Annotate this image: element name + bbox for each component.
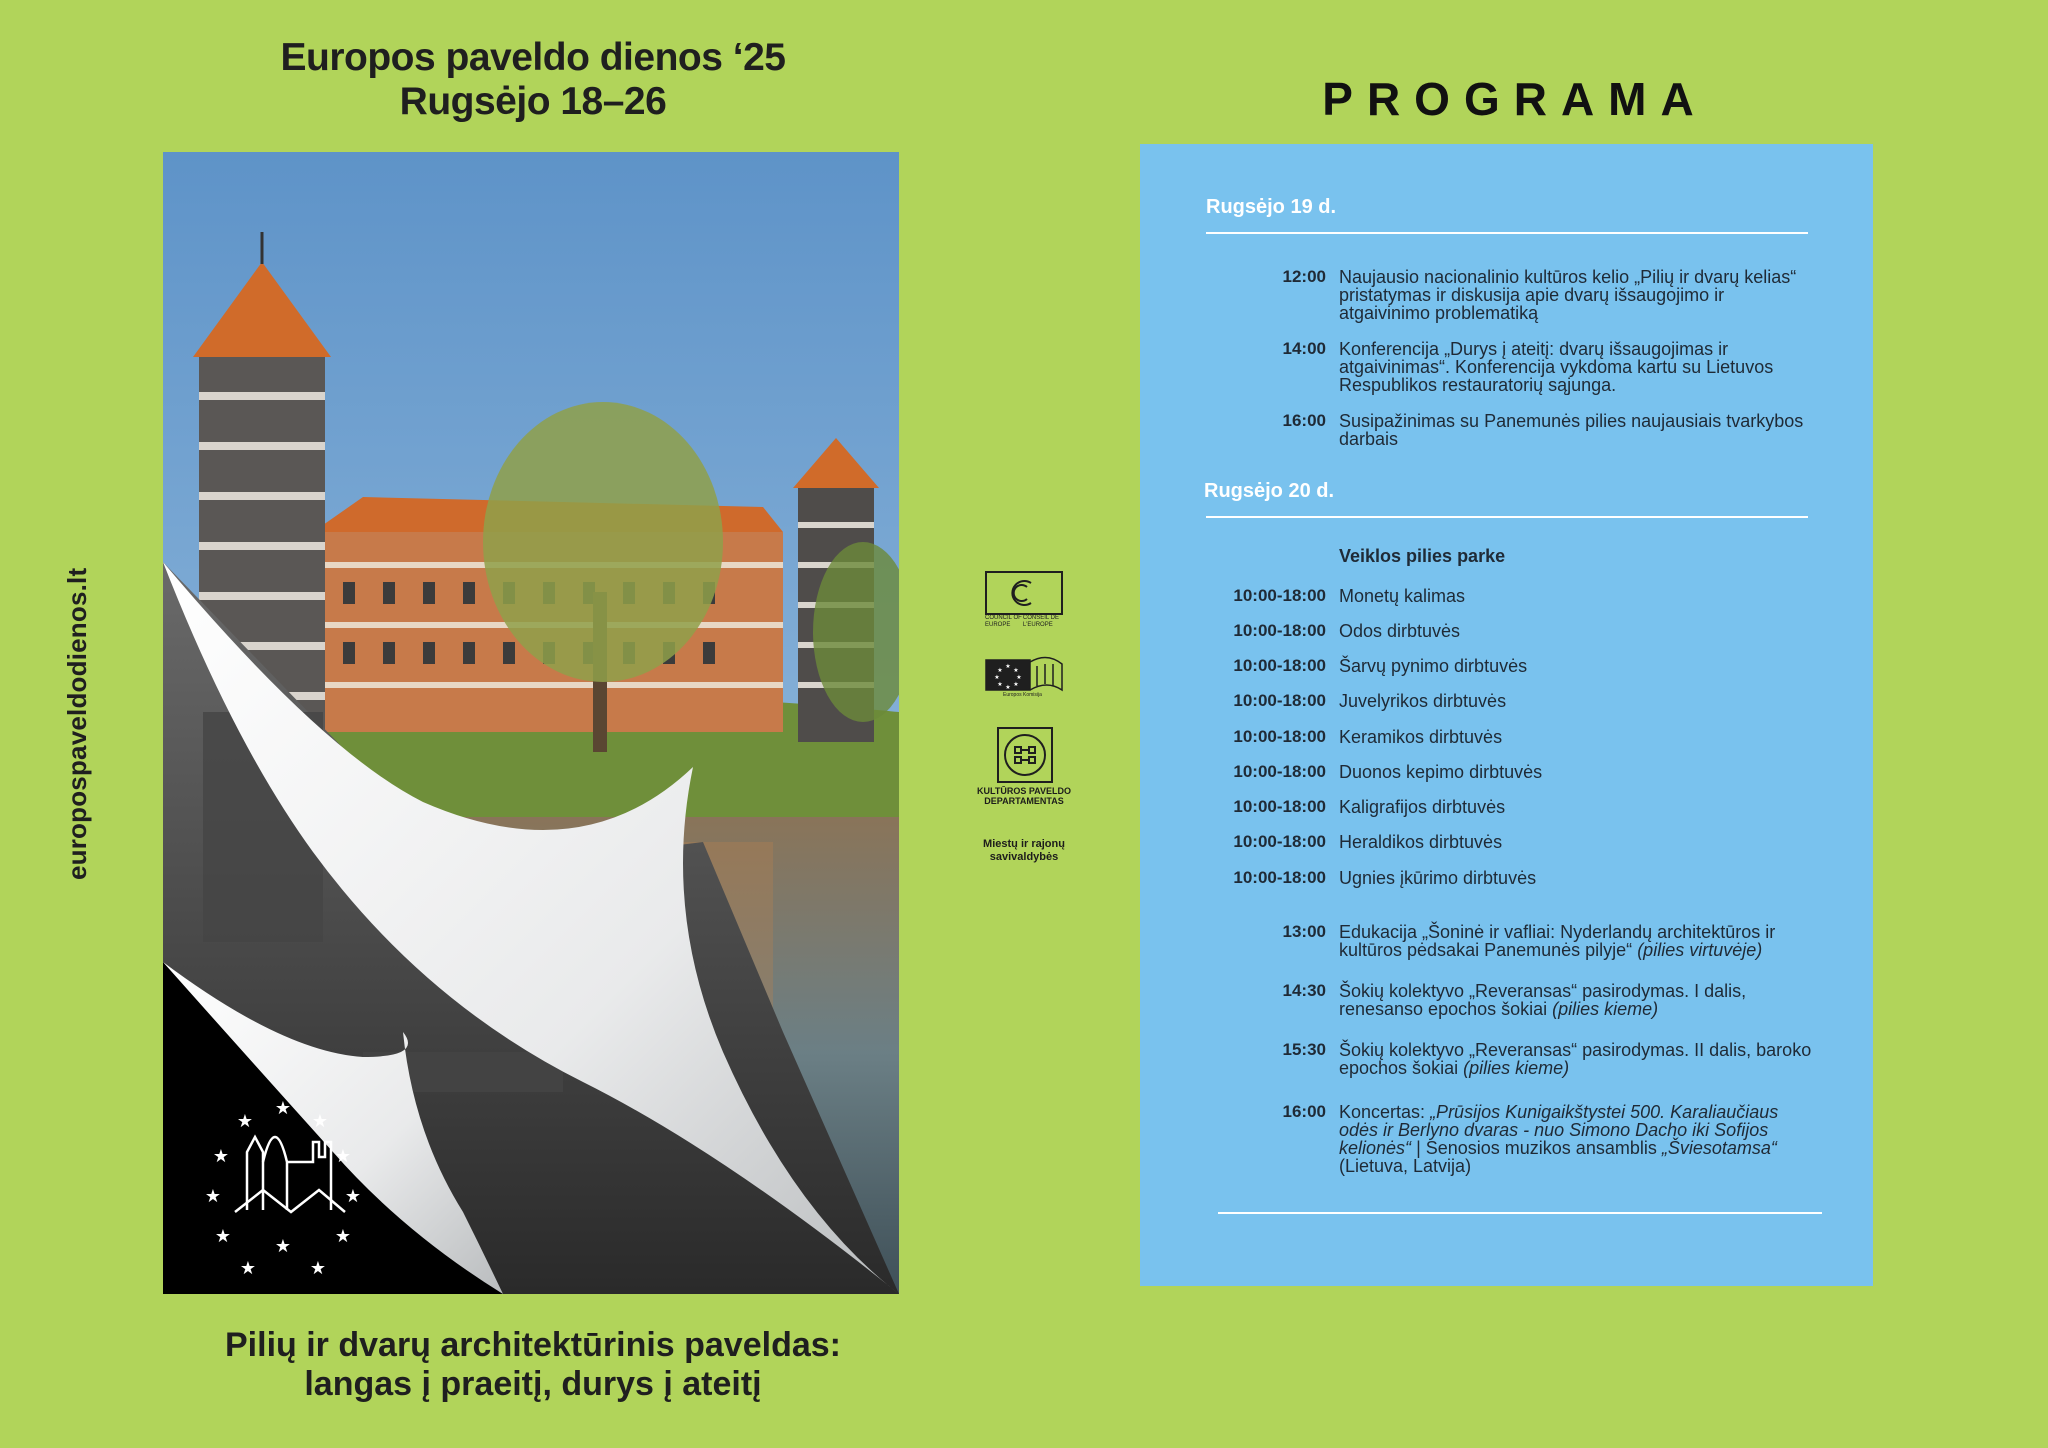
workshop-time: 10:00-18:00	[1233, 868, 1326, 887]
svg-text:★: ★	[309, 1258, 327, 1279]
workshop-name: Kaligrafijos dirbtuvės	[1339, 797, 1506, 817]
website-url[interactable]: europospaveldodienos.lt	[62, 567, 92, 880]
svg-text:★: ★	[239, 1258, 257, 1279]
day2-event-time: 15:30	[1282, 1040, 1326, 1059]
svg-text:★: ★	[994, 674, 1000, 681]
day2-event-time: 16:00	[1282, 1102, 1326, 1121]
poster-header	[163, 36, 903, 124]
svg-text:★: ★	[1005, 684, 1011, 691]
day1-label: Rugsėjo 19 d.	[1206, 196, 1337, 218]
day2-event-location: (pilies kieme)	[1552, 999, 1659, 1019]
workshop-time: 10:00-18:00	[1233, 586, 1326, 605]
program-title: PROGRAMA	[1322, 73, 1708, 125]
svg-text:★: ★	[274, 1098, 292, 1119]
svg-text:★: ★	[212, 1146, 230, 1167]
svg-text:★: ★	[334, 1226, 352, 1247]
workshop-name: Odos dirbtuvės	[1339, 621, 1461, 641]
day2-event-desc: Šokių kolektyvo „Reveransas“ pasirodymas. I dalis, renesanso epochos šokiai	[1339, 981, 1747, 1019]
cultural-heritage-department-icon	[1005, 735, 1045, 775]
workshop-name: Heraldikos dirbtuvės	[1339, 832, 1503, 852]
slogan-line2: langas į praeitį, durys į ateitį	[304, 1365, 762, 1403]
concert-countries: (Lietuva, Latvija)	[1339, 1156, 1472, 1176]
concert-text	[1339, 1103, 1819, 1175]
workshop-time: 10:00-18:00	[1233, 797, 1326, 816]
concert-title: „Prūsijos Kunigaikštystei 500. Karaliaučiaus odės ir Berlyno dvaras - nuo Simono Dacho iki Sofijos kelionės“	[1339, 1102, 1779, 1158]
svg-text:★: ★	[214, 1226, 232, 1247]
day2-event-time: 14:30	[1282, 981, 1326, 1000]
municipalities-caption: Miestų ir rajonų savivaldybės	[983, 838, 1065, 863]
header-dates: Rugsėjo 18–26	[399, 80, 667, 123]
svg-text:★: ★	[311, 1111, 329, 1132]
svg-text:★: ★	[344, 1186, 362, 1207]
european-commission-caption: Europos Komisija	[1003, 692, 1042, 698]
workshop-time: 10:00-18:00	[1233, 727, 1326, 746]
park-activities-heading: Veiklos pilies parke	[1339, 546, 1506, 566]
svg-text:★: ★	[204, 1186, 222, 1207]
workshop-name: Keramikos dirbtuvės	[1339, 727, 1503, 747]
day1-event-text: Naujausio nacionalinio kultūros kelio „Pilių ir dvarų kelias“ pristatymas ir diskusija apie dvarų išsaugojimo ir atgaivinimo problematiką	[1339, 267, 1797, 323]
workshop-time: 10:00-18:00	[1233, 691, 1326, 710]
council-of-europe-logo	[985, 571, 1063, 615]
day2-event-time: 13:00	[1282, 922, 1326, 941]
castle-photo	[163, 152, 899, 1294]
slogan-line1: Pilių ir dvarų architektūrinis paveldas:	[225, 1326, 841, 1364]
day2-divider	[1206, 516, 1808, 518]
day1-event-text: Konferencija „Durys į ateitį: dvarų išsaugojimas ir atgaivinimas“. Konferencija vykdoma kartu su Lietuvos Respublikos restauratorių sąjunga.	[1339, 339, 1774, 395]
workshop-name: Šarvų pynimo dirbtuvės	[1339, 656, 1528, 676]
program-end-divider	[1218, 1212, 1822, 1214]
kpd-logo	[997, 727, 1053, 783]
slogan	[163, 1326, 903, 1404]
council-of-europe-caption	[985, 615, 1063, 629]
workshop-time: 10:00-18:00	[1233, 762, 1326, 781]
workshop-time: 10:00-18:00	[1233, 832, 1326, 851]
concert-prefix: Koncertas:	[1339, 1102, 1426, 1122]
workshop-time: 10:00-18:00	[1233, 656, 1326, 675]
svg-text:★: ★	[1016, 674, 1022, 681]
day2-event-desc: Šokių kolektyvo „Reveransas“ pasirodymas. II dalis, baroko epochos šokiai	[1339, 1040, 1812, 1078]
svg-text:★: ★	[1013, 681, 1019, 688]
day1-event-text: Susipažinimas su Panemunės pilies naujausiais tvarkybos darbais	[1339, 411, 1804, 449]
header-title: Europos paveldo dienos ‘25	[280, 36, 786, 79]
day1-event-time: 14:00	[1282, 339, 1326, 358]
day2-event-text	[1339, 923, 1819, 959]
day2-event-text	[1339, 982, 1819, 1018]
day1-event-time: 16:00	[1282, 411, 1326, 430]
day2-event-desc: Edukacija „Šoninė ir vafliai: Nyderlandų architektūros ir kultūros pėdsakai Panemunės pilyje“	[1339, 922, 1776, 960]
program-panel	[1140, 144, 1873, 1286]
svg-text:★: ★	[236, 1111, 254, 1132]
day2-event-location: (pilies virtuvėje)	[1637, 940, 1763, 960]
workshop-time: 10:00-18:00	[1233, 621, 1326, 640]
council-of-europe-icon	[1012, 581, 1031, 605]
svg-text:★: ★	[1013, 667, 1019, 674]
day1-event-time: 12:00	[1282, 267, 1326, 286]
day2-label: Rugsėjo 20 d.	[1204, 480, 1335, 502]
coe-caption-right: CONSEIL DE L'EUROPE	[1022, 615, 1059, 628]
coe-caption-left: COUNCIL OF EUROPE	[985, 615, 1022, 628]
day2-event-location: (pilies kieme)	[1463, 1058, 1570, 1078]
svg-text:★: ★	[274, 1236, 292, 1257]
day1-divider	[1206, 232, 1808, 234]
workshop-name: Juvelyrikos dirbtuvės	[1339, 691, 1507, 711]
workshop-name: Duonos kepimo dirbtuvės	[1339, 762, 1543, 782]
svg-text:★: ★	[1005, 663, 1011, 670]
concert-ensemble: „Šviesotamsa“	[1661, 1138, 1777, 1158]
svg-text:★: ★	[997, 667, 1003, 674]
svg-text:★: ★	[334, 1146, 352, 1167]
kpd-caption: KULTŪROS PAVELDO DEPARTAMENTAS	[977, 786, 1071, 806]
svg-text:★: ★	[997, 681, 1003, 688]
workshop-name: Ugnies įkūrimo dirbtuvės	[1339, 868, 1537, 888]
day2-event-text	[1339, 1041, 1819, 1077]
workshop-name: Monetų kalimas	[1339, 586, 1466, 606]
concert-performer-label: | Senosios muzikos ansamblis	[1416, 1138, 1657, 1158]
